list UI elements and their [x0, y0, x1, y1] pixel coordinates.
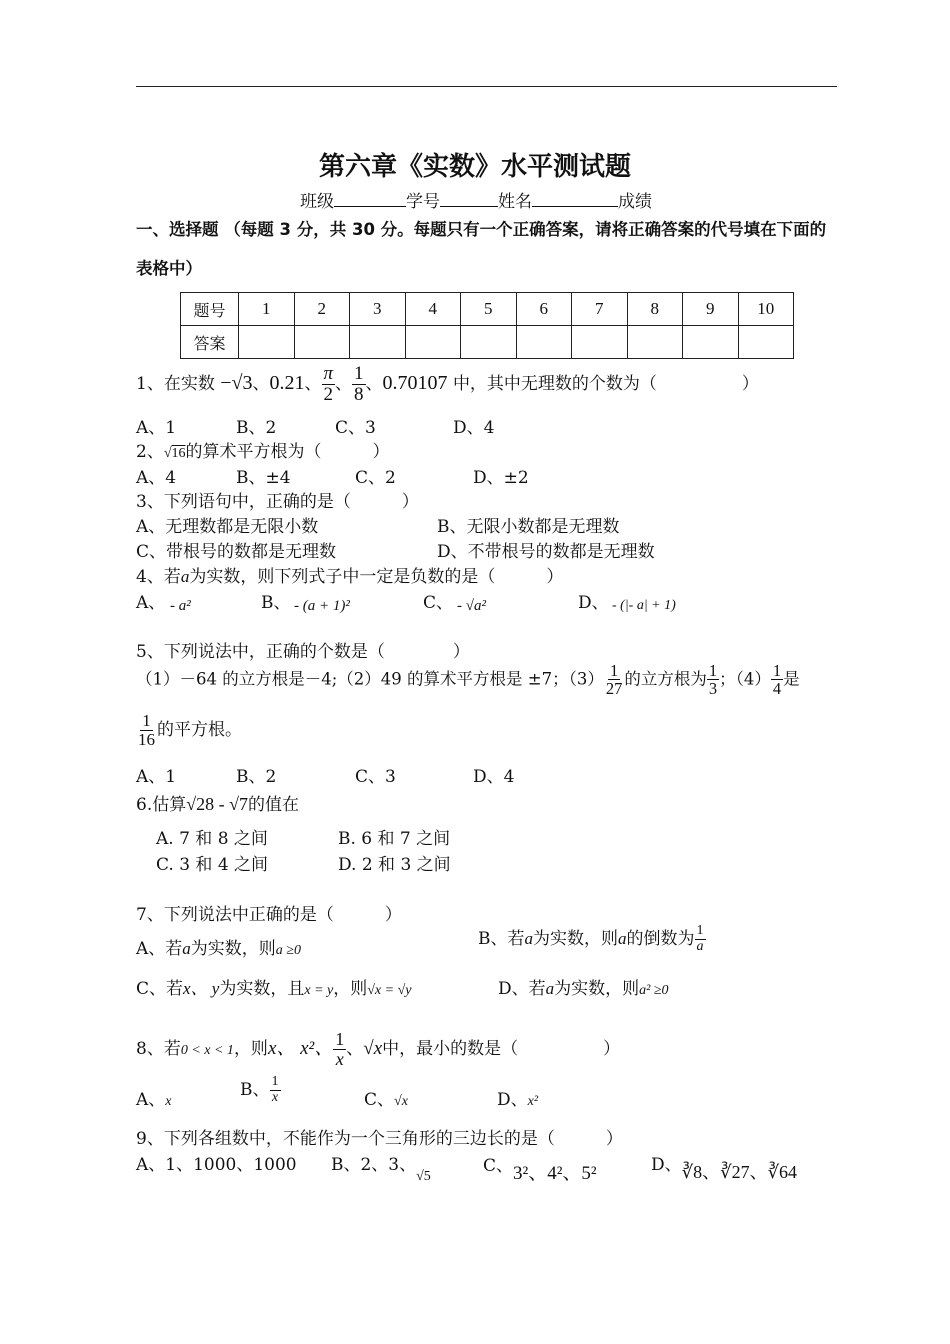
q1-option-d: D、4: [453, 418, 495, 438]
q2-number: 2、: [136, 442, 164, 462]
q7-c-prefix: C、若: [136, 979, 184, 999]
q7-d-prefix: D、若: [498, 979, 546, 999]
q6-option-a: A. 7 和 8 之间: [156, 829, 268, 849]
q5-frac-1-16: $\frac{1}{16}$: [138, 711, 155, 749]
student-info-line: [300, 187, 652, 212]
q5-frac-1-27: $\frac{1}{27}$: [605, 661, 623, 699]
q8-d-expr: x²: [527, 1094, 539, 1109]
table-number-cell: 10: [738, 293, 794, 326]
q9-b-text: B、2、3、: [331, 1155, 417, 1175]
q4-option-a-letter: A、: [136, 593, 166, 613]
q7-option-a: [136, 934, 301, 959]
class-label: 班级: [300, 192, 334, 212]
q7-c-vars: x、 y: [183, 979, 220, 998]
q7-a-expr: a ≥0: [275, 943, 301, 958]
q6-stem: 的值在: [248, 795, 299, 815]
q9-option-a: A、1、1000、1000: [136, 1155, 297, 1175]
q7-option-b: [478, 924, 706, 955]
header-rule: [136, 86, 837, 87]
q7-b-post: 的倒数为: [626, 929, 695, 949]
answer-cell[interactable]: [350, 326, 406, 359]
q7-c-eq: x = y: [304, 983, 334, 998]
q9-b-expr: √5: [416, 1169, 431, 1184]
answer-cell[interactable]: [294, 326, 350, 359]
q4-option-d-expr: - (|- a| + 1): [612, 598, 676, 613]
q7-d-expr: a² ≥0: [639, 983, 669, 998]
q1-prefix: 1、在实数: [136, 373, 215, 394]
question-7: 7、下列说法中正确的是（ ）: [136, 905, 402, 925]
q8-option-c: [364, 1085, 408, 1110]
q9-c-expr: 3²、4²、5²: [513, 1163, 597, 1184]
q8-c-expr: √x: [394, 1094, 408, 1109]
q5-option-a: A、1: [136, 767, 177, 787]
q4-option-b-expr: - (a + 1)²: [294, 598, 350, 614]
q6-option-d: D. 2 和 3 之间: [338, 855, 451, 875]
table-number-cell: 9: [683, 293, 739, 326]
q8-b-frac: $\frac{1}{x}$: [271, 1074, 279, 1105]
id-label: 学号: [406, 192, 440, 212]
table-number-cell: 2: [294, 293, 350, 326]
q9-d-letter: D、: [651, 1155, 682, 1175]
q1-item-one-eighth: $\frac{1}{8}$: [354, 363, 364, 405]
table-number-cell: 5: [461, 293, 517, 326]
q3-option-a: A、无理数都是无限小数: [136, 517, 319, 537]
q9-option-c: [483, 1150, 597, 1184]
class-blank[interactable]: [334, 192, 406, 207]
q6-prefix: 6.估算: [136, 795, 187, 815]
q7-b-mid: 为实数，则: [533, 929, 618, 949]
q8-option-a: [136, 1085, 172, 1110]
q8-item-1-over-x: $\frac{1}{x}$: [335, 1029, 345, 1069]
table-number-cell: 6: [516, 293, 572, 326]
question-6: [136, 790, 299, 815]
q4-prefix: 4、若: [136, 567, 181, 587]
answer-cell[interactable]: [683, 326, 739, 359]
q5-statements-2: [136, 712, 242, 749]
q8-condition: 0 < x < 1: [180, 1042, 234, 1058]
q4-option-b-letter: B、: [261, 593, 291, 613]
q6-expression: √28 - √7: [186, 794, 248, 814]
q8-c-letter: C、: [364, 1090, 395, 1110]
q8-d-letter: D、: [497, 1090, 528, 1110]
q8-a-letter: A、: [136, 1090, 166, 1110]
q5-s1c: ；（4）: [719, 669, 771, 689]
q3-option-d: D、不带根号的数都是无理数: [437, 542, 655, 562]
table-number-cell: 7: [572, 293, 628, 326]
q3-option-c: C、带根号的数都是无理数: [136, 542, 337, 562]
answer-cell[interactable]: [239, 326, 295, 359]
question-9: 9、下列各组数中，不能作为一个三角形的三边长的是（ ）: [136, 1129, 623, 1149]
q4-option-c-letter: C、: [423, 593, 454, 613]
name-blank[interactable]: [532, 192, 618, 207]
table-number-cell: 1: [239, 293, 295, 326]
q9-c-letter: C、: [483, 1156, 514, 1176]
q7-a-prefix: A、若: [136, 939, 183, 959]
table-number-cell: 8: [627, 293, 683, 326]
q5-s1d: 是: [783, 669, 800, 689]
answer-cell[interactable]: [461, 326, 517, 359]
q6-option-b: B. 6 和 7 之间: [338, 829, 451, 849]
q7-b-var: a: [524, 929, 533, 948]
answer-cell[interactable]: [627, 326, 683, 359]
question-8: 8、若0 < x < 1，则x、 x²、 $\frac{1}{x}$ 、√x中，最小的数是（ ）: [136, 1029, 621, 1069]
question-1: 1、在实数 −√3、0.21、 $\frac{\pi}{2}$ 、 $\frac{1}{8}$ 、0.70107 中，其中无理数的个数为（ ）: [136, 363, 759, 405]
q7-c-then: ，则: [333, 979, 368, 999]
q4-option-d-letter: D、: [578, 593, 609, 613]
q7-b-frac: $\frac{1}{a}$: [696, 923, 704, 954]
q1-item-decimal: 0.70107: [382, 371, 448, 394]
q8-stem: 中，最小的数是（ ）: [382, 1038, 621, 1059]
q5-frac-1-3: $\frac{1}{3}$: [708, 661, 718, 699]
q9-option-b: [331, 1150, 431, 1184]
answer-cell[interactable]: [516, 326, 572, 359]
question-3: 3、下列语句中，正确的是（ ）: [136, 492, 419, 512]
q2-option-c: C、2: [355, 468, 396, 488]
q8-prefix: 8、若: [136, 1038, 181, 1059]
q1-option-b: B、2: [236, 418, 277, 438]
q8-item-sqrt-x: √x: [363, 1037, 383, 1059]
question-2: [136, 437, 390, 462]
q7-a-var: a: [182, 939, 191, 958]
q8-option-d: [497, 1085, 538, 1110]
q7-b-var2: a: [618, 929, 627, 948]
q7-d-var: a: [545, 979, 555, 998]
answer-cell[interactable]: [405, 326, 461, 359]
q6-option-c: C. 3 和 4 之间: [156, 855, 269, 875]
q7-c-expr: √x = √y: [367, 983, 412, 998]
answer-cell[interactable]: [738, 326, 794, 359]
q7-c-mid: 为实数，且: [219, 979, 305, 999]
id-blank[interactable]: [440, 192, 498, 207]
q1-item-repeating-decimal: 0.21: [269, 371, 305, 394]
q9-d-expr: ∛8、∛27、∛64: [681, 1162, 798, 1182]
table-header-answer: 答案: [181, 326, 239, 359]
q4-stem: 为实数，则下列式子中一定是负数的是（ ）: [189, 567, 564, 587]
answer-table-answer-row: [181, 326, 794, 359]
q1-option-a: A、1: [136, 418, 177, 438]
answer-cell[interactable]: [572, 326, 628, 359]
q2-option-b: B、±4: [236, 468, 291, 488]
q7-b-prefix: B、若: [478, 929, 525, 949]
q5-option-b: B、2: [236, 767, 277, 787]
q4-var-a: a: [180, 567, 190, 586]
q2-stem: 的算术平方根为（ ）: [185, 442, 390, 462]
answer-table-number-row: [181, 293, 794, 326]
q8-items: x、 x²、: [267, 1037, 334, 1059]
answer-table: [180, 292, 794, 359]
q1-option-c: C、3: [335, 418, 376, 438]
q8-option-b: [240, 1075, 281, 1106]
q8-a-expr: x: [165, 1094, 172, 1109]
q9-option-d: [651, 1150, 798, 1182]
q5-frac-1-4: $\frac{1}{4}$: [772, 661, 782, 699]
q7-option-d: [498, 974, 669, 999]
q2-option-a: A、4: [136, 468, 177, 488]
section-heading: 一、选择题 （每题 3 分，共 30 分。每题只有一个正确答案，请将正确答案的代号填在下面的表格中）: [136, 220, 827, 278]
q5-s1b: 的立方根为: [624, 669, 707, 689]
q8-b-letter: B、: [240, 1080, 270, 1100]
q5-option-d: D、4: [473, 767, 515, 787]
question-4: [136, 562, 563, 587]
table-header-number: 题号: [181, 293, 239, 326]
name-label: 姓名: [498, 192, 532, 212]
q7-d-mid: 为实数，则: [554, 979, 640, 999]
q1-item-neg-sqrt3: −√3: [220, 371, 253, 394]
q1-item-pi-over-2: $\frac{\pi}{2}$: [323, 363, 334, 405]
score-label: 成绩: [618, 192, 652, 212]
q3-option-b: B、无限小数都是无理数: [437, 517, 620, 537]
table-number-cell: 4: [405, 293, 461, 326]
q7-option-c: [136, 974, 411, 999]
q5-statements: [136, 662, 800, 698]
table-number-cell: 3: [350, 293, 406, 326]
q8-mid: ，则: [233, 1038, 268, 1059]
q7-a-mid: 为实数，则: [190, 939, 276, 959]
q5-option-c: C、3: [355, 767, 396, 787]
q4-option-a-expr: - a²: [170, 598, 191, 614]
q2-sqrt16: √16: [163, 446, 186, 461]
q5-s2: 的平方根。: [157, 719, 242, 740]
question-5: 5、下列说法中，正确的个数是（ ）: [136, 642, 470, 662]
q2-option-d: D、±2: [473, 468, 529, 488]
q5-s1: （1）－64 的立方根是－4;（2）49 的算术平方根是 ±7；（3）: [136, 669, 604, 689]
q1-suffix: 中，其中无理数的个数为（ ）: [452, 373, 759, 394]
q4-option-c-expr: - √a²: [457, 598, 486, 614]
page-title: 第六章《实数》水平测试题: [318, 152, 631, 182]
